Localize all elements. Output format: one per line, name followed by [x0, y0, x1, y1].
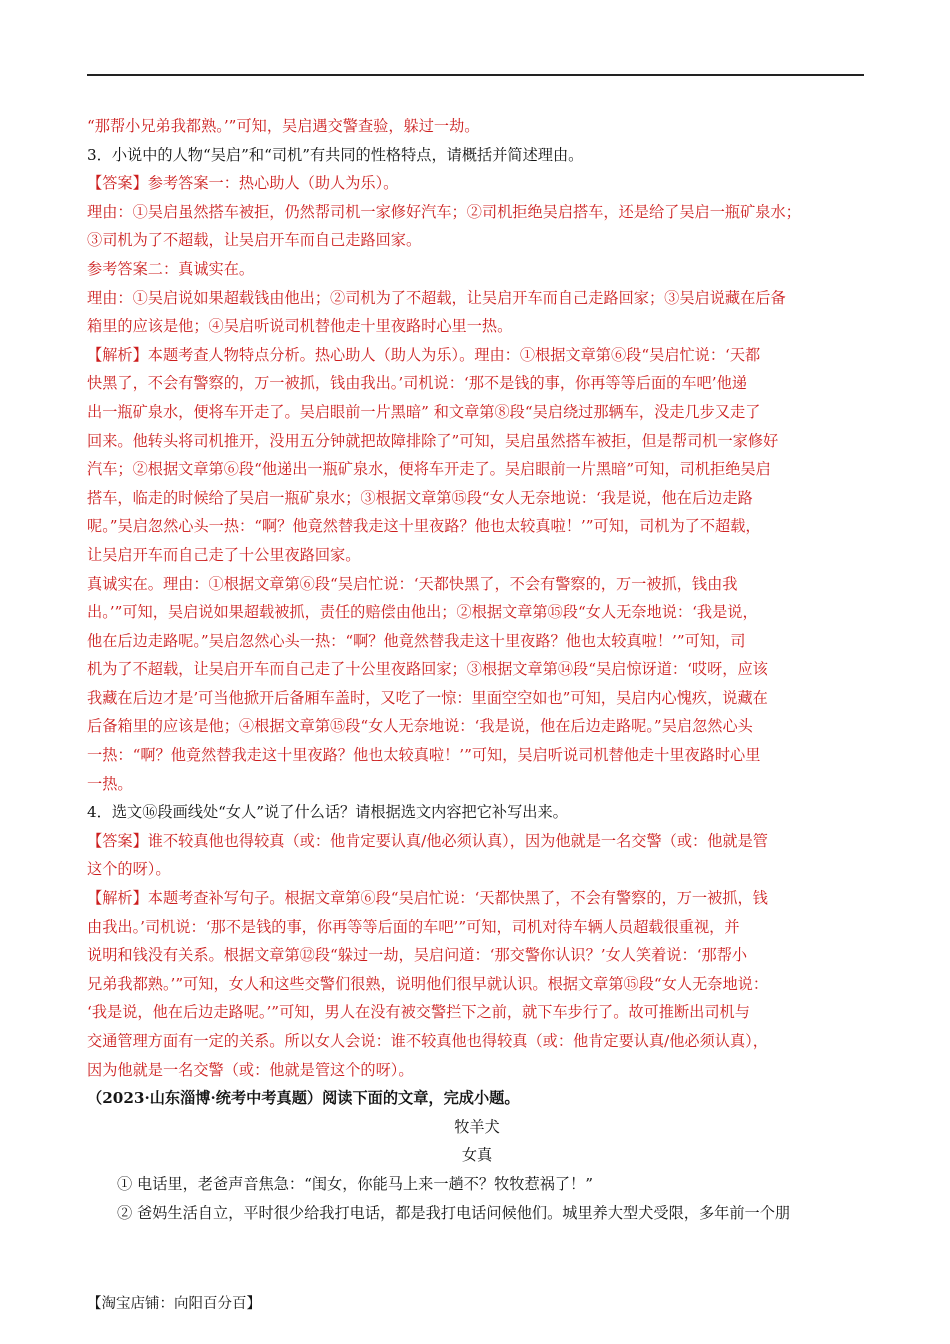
- text-line: 理由：①吴启说如果超载钱由他出；②司机为了不超载，让吴启开车而自己走路回家；③吴启说藏在后备: [87, 288, 786, 307]
- document-body: [87, 112, 867, 1227]
- text-line: 牧羊犬: [454, 1117, 500, 1136]
- text-line: ② 爸妈生活自立，平时很少给我打电话，都是我打电话问候他们。城里养大型犬受限，多年前一个朋: [117, 1203, 791, 1222]
- text-line: 真诚实在。理由：①根据文章第⑥段“吴启忙说：‘天都快黑了，不会有警察的，万一被抓，钱由我: [87, 574, 738, 593]
- text-line: 让吴启开车而自己走了十公里夜路回家。: [87, 545, 361, 564]
- text-line: 出一瓶矿泉水，便将车开走了。吴启眼前一片黑暗” 和文章第⑧段“吴启绕过那辆车，没走几步又走了: [87, 402, 761, 421]
- text-line: 【答案】参考答案一：热心助人（助人为乐）。: [87, 174, 399, 193]
- text-line: 这个的呀）。: [87, 860, 171, 879]
- text-line: 女真: [461, 1146, 493, 1165]
- text-line: 由我出。’司机说：‘那不是钱的事，你再等等后面的车吧’”可知，司机对待车辆人员超载很重视，并: [87, 917, 740, 936]
- text-line: 交通管理方面有一定的关系。所以女人会说：谁不较真他也得较真（或：他肯定要认真/他必须认真），: [87, 1032, 768, 1050]
- text-line: 后备箱里的应该是他；④根据文章第⑮段“女人无奈地说：‘我是说，他在后边走路呢。”吴启忽然心头: [87, 717, 753, 736]
- text-line: 箱里的应该是他；④吴启听说司机替他走十里夜路时心里一热。: [87, 317, 513, 336]
- text-line: 兄弟我都熟。’”可知，女人和这些交警们很熟，说明他们很早就认识。根据文章第⑮段“女人无奈地说：: [87, 974, 769, 993]
- text-line: 一热：“啊？他竟然替我走这十里夜路？他也太较真啦！’”可知，吴启听说司机替他走十里夜路时心里: [87, 746, 761, 765]
- text-line: ① 电话里，老爸声音焦急：“闺女，你能马上来一趟不？牧牧惹祸了！”: [117, 1174, 593, 1193]
- text-line: 回来。他转头将司机推开，没用五分钟就把故障排除了”可知，吴启虽然搭车被拒，但是帮司机一家修好: [87, 431, 779, 450]
- text-line: 说明和钱没有关系。根据文章第⑫段“躲过一劫，吴启问道：‘那交警你认识？’女人笑着说：‘那帮小: [87, 946, 748, 965]
- footer-shop-label: 【淘宝店铺：向阳百分百】: [87, 1296, 261, 1312]
- text-line: 【答案】谁不较真他也得较真（或：他肯定要认真/他必须认真），因为他就是一名交警（或：他就是管: [87, 831, 768, 850]
- text-line: 4．选文⑯段画线处“女人”说了什么话？请根据选文内容把它补写出来。: [87, 803, 568, 822]
- text-line: 汽车；②根据文章第⑥段“他递出一瓶矿泉水，便将车开走了。吴启眼前一片黑暗”可知，司机拒绝吴启: [87, 460, 771, 479]
- text-line: 机为了不超载，让吴启开车而自己走了十公里夜路回家；③根据文章第⑭段“吴启惊讶道：‘哎呀，应该: [87, 660, 768, 679]
- text-line: （2023·山东淄博·统考中考真题）阅读下面的文章，完成小题。: [87, 1089, 520, 1108]
- text-line: 我藏在后边才是’可当他掀开后备厢车盖时，又吃了一惊：里面空空如也”可知，吴启内心愧疚，说藏在: [87, 688, 768, 707]
- text-line: 快黑了，不会有警察的，万一被抓，钱由我出。’司机说：‘那不是钱的事，你再等等后面的车吧’他递: [87, 374, 747, 393]
- text-line: ③司机为了不超载，让吴启开车而自己走路回家。: [87, 231, 422, 250]
- text-line: ‘我是说，他在后边走路呢。’”可知，男人在没有被交警拦下之前，就下车步行了。故可推断出司机与: [87, 1003, 750, 1022]
- text-line: 【解析】本题考查补写句子。根据文章第⑥段“吴启忙说：‘天都快黑了，不会有警察的，万一被抓，钱: [87, 889, 768, 908]
- text-line: 理由：①吴启虽然搭车被拒，仍然帮司机一家修好汽车；②司机拒绝吴启搭车，还是给了吴启一瓶矿泉水；: [87, 202, 801, 221]
- text-line: 3．小说中的人物“吴启”和“司机”有共同的性格特点，请概括并简述理由。: [87, 145, 584, 164]
- text-line: 一热。: [87, 774, 133, 793]
- header-rule: [87, 74, 864, 76]
- text-line: 搭车，临走的时候给了吴启一瓶矿泉水；③根据文章第⑮段“女人无奈地说：‘我是说，他在后边走路: [87, 488, 753, 507]
- text-line: 他在后边走路呢。”吴启忽然心头一热：“啊？他竟然替我走这十里夜路？他也太较真啦！’”可知，司: [87, 631, 746, 650]
- text-line: 呢。”吴启忽然心头一热：“啊？他竟然替我走这十里夜路？他也太较真啦！’”可知，司机为了不超载，: [87, 517, 761, 536]
- text-line: 【解析】本题考查人物特点分析。热心助人（助人为乐）。理由：①根据文章第⑥段“吴启忙说：‘天都: [87, 345, 761, 364]
- text-line: 出。’”可知，吴启说如果超载被抓，责任的赔偿由他出；②根据文章第⑮段“女人无奈地说：‘我是说，: [87, 603, 758, 622]
- text-line: “那帮小兄弟我都熟。’”可知，吴启遇交警查验，躲过一劫。: [87, 117, 480, 135]
- text-line: 因为他就是一名交警（或：他就是管这个的呀）。: [87, 1060, 414, 1079]
- text-line: 参考答案二：真诚实在。: [87, 259, 255, 278]
